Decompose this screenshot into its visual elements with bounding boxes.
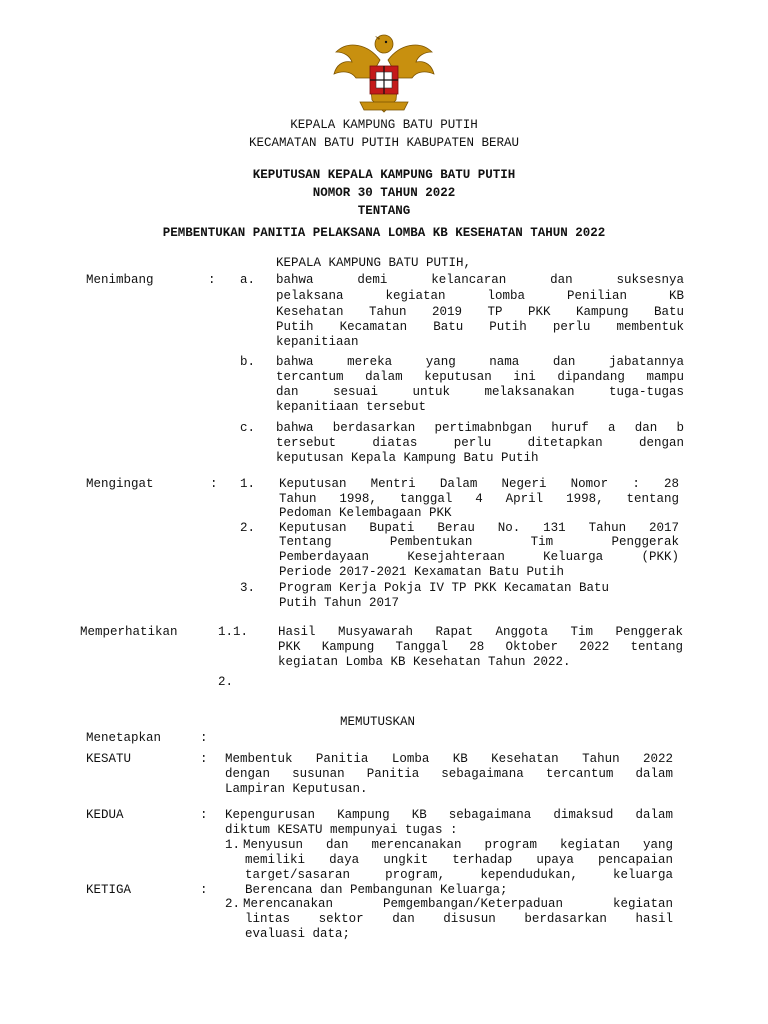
memperhatikan-label: Memperhatikan bbox=[80, 625, 178, 639]
menimbang-c-line-2: tersebut diatas perlu ditetapkan dengan bbox=[276, 436, 684, 450]
mengingat-1-line-3: Pedoman Kelembagaan PKK bbox=[279, 506, 452, 520]
mengingat-2-line-3: Pemberdayaan Kesejahteraan Keluarga (PKK) bbox=[279, 550, 679, 564]
kesatu-line-1: Membentuk Panitia Lomba KB Kesehatan Tahun 2022 bbox=[225, 752, 673, 766]
mengingat-2-line-2: Tentang Pembentukan Tim Penggerak bbox=[279, 535, 679, 549]
menimbang-a-line-1: bahwa demi kelancaran dan suksesnya bbox=[276, 273, 684, 287]
mengingat-marker-1: 1. bbox=[240, 477, 256, 491]
decree-number: NOMOR 30 TAHUN 2022 bbox=[312, 186, 456, 200]
memperhatikan-1-line-3: kegiatan Lomba KB Kesehatan Tahun 2022. bbox=[278, 655, 571, 669]
mengingat-2-line-1: Keputusan Bupati Berau No. 131 Tahun 2017 bbox=[279, 521, 679, 535]
header-line-1: KEPALA KAMPUNG BATU PUTIH bbox=[290, 118, 478, 132]
kedua-marker-1: 1. bbox=[225, 838, 241, 852]
menimbang-label: Menimbang bbox=[86, 273, 154, 287]
memperhatikan-marker-2: 2. bbox=[218, 675, 234, 689]
menimbang-a-line-2: pelaksana kegiatan lomba Penilian KB bbox=[276, 289, 684, 303]
memperhatikan-marker-1: 1.1. bbox=[218, 625, 249, 639]
menimbang-colon: : bbox=[208, 273, 216, 287]
decree-title: KEPUTUSAN KEPALA KAMPUNG BATU PUTIH bbox=[252, 168, 516, 182]
kesatu-colon: : bbox=[200, 752, 208, 766]
kedua-label: KEDUA bbox=[86, 808, 124, 822]
menetapkan-colon: : bbox=[200, 731, 208, 745]
menimbang-b-line-4: kepanitiaan tersebut bbox=[276, 400, 427, 414]
mengingat-2-line-4: Periode 2017-2021 Kexamatan Batu Putih bbox=[279, 565, 565, 579]
menimbang-marker-c: c. bbox=[240, 421, 256, 435]
kedua-colon: : bbox=[200, 808, 208, 822]
decree-subject: PEMBENTUKAN PANITIA PELAKSANA LOMBA KB KESEHATAN TAHUN 2022 bbox=[162, 226, 606, 240]
menimbang-a-line-3: Kesehatan Tahun 2019 TP PKK Kampung Batu bbox=[276, 305, 684, 319]
kedua-2-line-2: lintas sektor dan disusun berdasarkan hasil bbox=[245, 912, 673, 926]
kesatu-label: KESATU bbox=[86, 752, 132, 766]
menetapkan-label: Menetapkan bbox=[86, 731, 162, 745]
ketiga-colon: : bbox=[200, 883, 208, 897]
kedua-2-line-1: Merencanakan Pemgembangan/Keterpaduan kegiatan bbox=[243, 897, 673, 911]
memperhatikan-1-line-1: Hasil Musyawarah Rapat Anggota Tim Penggerak bbox=[278, 625, 683, 639]
menimbang-c-line-1: bahwa berdasarkan pertimabnbgan huruf a dan b bbox=[276, 421, 684, 435]
menimbang-b-line-3: dan sesuai untuk melaksanakan tuga-tugas bbox=[276, 385, 684, 399]
menimbang-b-line-2: tercantum dalam keputusan ini dipandang mampu bbox=[276, 370, 684, 384]
menimbang-a-line-5: kepanitiaan bbox=[276, 335, 359, 349]
mengingat-marker-2: 2. bbox=[240, 521, 256, 535]
kedua-1-line-4: Berencana dan Pembangunan Keluarga; bbox=[245, 883, 508, 897]
kedua-line-2: diktum KESATU mempunyai tugas : bbox=[225, 823, 458, 837]
kedua-1-line-2: memiliki daya ungkit terhadap upaya pencapaian bbox=[245, 853, 673, 867]
authority-line: KEPALA KAMPUNG BATU PUTIH, bbox=[276, 256, 472, 270]
kesatu-line-2: dengan susunan Panitia sebagaimana tercantum dalam bbox=[225, 767, 673, 781]
mengingat-colon: : bbox=[210, 477, 218, 491]
mengingat-1-line-1: Keputusan Mentri Dalam Negeri Nomor : 28 bbox=[279, 477, 679, 491]
kedua-2-line-3: evaluasi data; bbox=[245, 927, 351, 941]
kedua-line-1: Kepengurusan Kampung KB sebagaimana dimaksud dalam bbox=[225, 808, 673, 822]
mengingat-label: Mengingat bbox=[86, 477, 154, 491]
mengingat-3-line-1: Program Kerja Pokja IV TP PKK Kecamatan Batu bbox=[279, 581, 610, 595]
menimbang-marker-a: a. bbox=[240, 273, 256, 287]
decree-about: TENTANG bbox=[357, 204, 411, 218]
memperhatikan-1-line-2: PKK Kampung Tanggal 28 Oktober 2022 tentang bbox=[278, 640, 683, 654]
ketiga-label: KETIGA bbox=[86, 883, 132, 897]
kedua-marker-2: 2. bbox=[225, 897, 241, 911]
kedua-1-line-1: Menyusun dan merencanakan program kegiatan yang bbox=[243, 838, 673, 852]
kedua-1-line-3: target/sasaran program, kependudukan, keluarga bbox=[245, 868, 673, 882]
menimbang-a-line-4: Putih Kecamatan Batu Putih perlu membentuk bbox=[276, 320, 684, 334]
kesatu-line-3: Lampiran Keputusan. bbox=[225, 782, 368, 796]
memutuskan-heading: MEMUTUSKAN bbox=[340, 715, 416, 729]
mengingat-3-line-2: Putih Tahun 2017 bbox=[279, 596, 400, 610]
mengingat-1-line-2: Tahun 1998, tanggal 4 April 1998, tentang bbox=[279, 492, 679, 506]
menimbang-marker-b: b. bbox=[240, 355, 256, 369]
header-line-2: KECAMATAN BATU PUTIH KABUPATEN BERAU bbox=[248, 136, 520, 150]
mengingat-marker-3: 3. bbox=[240, 581, 256, 595]
menimbang-c-line-3: keputusan Kepala Kampung Batu Putih bbox=[276, 451, 539, 465]
menimbang-b-line-1: bahwa mereka yang nama dan jabatannya bbox=[276, 355, 684, 369]
garuda-emblem bbox=[330, 22, 438, 118]
